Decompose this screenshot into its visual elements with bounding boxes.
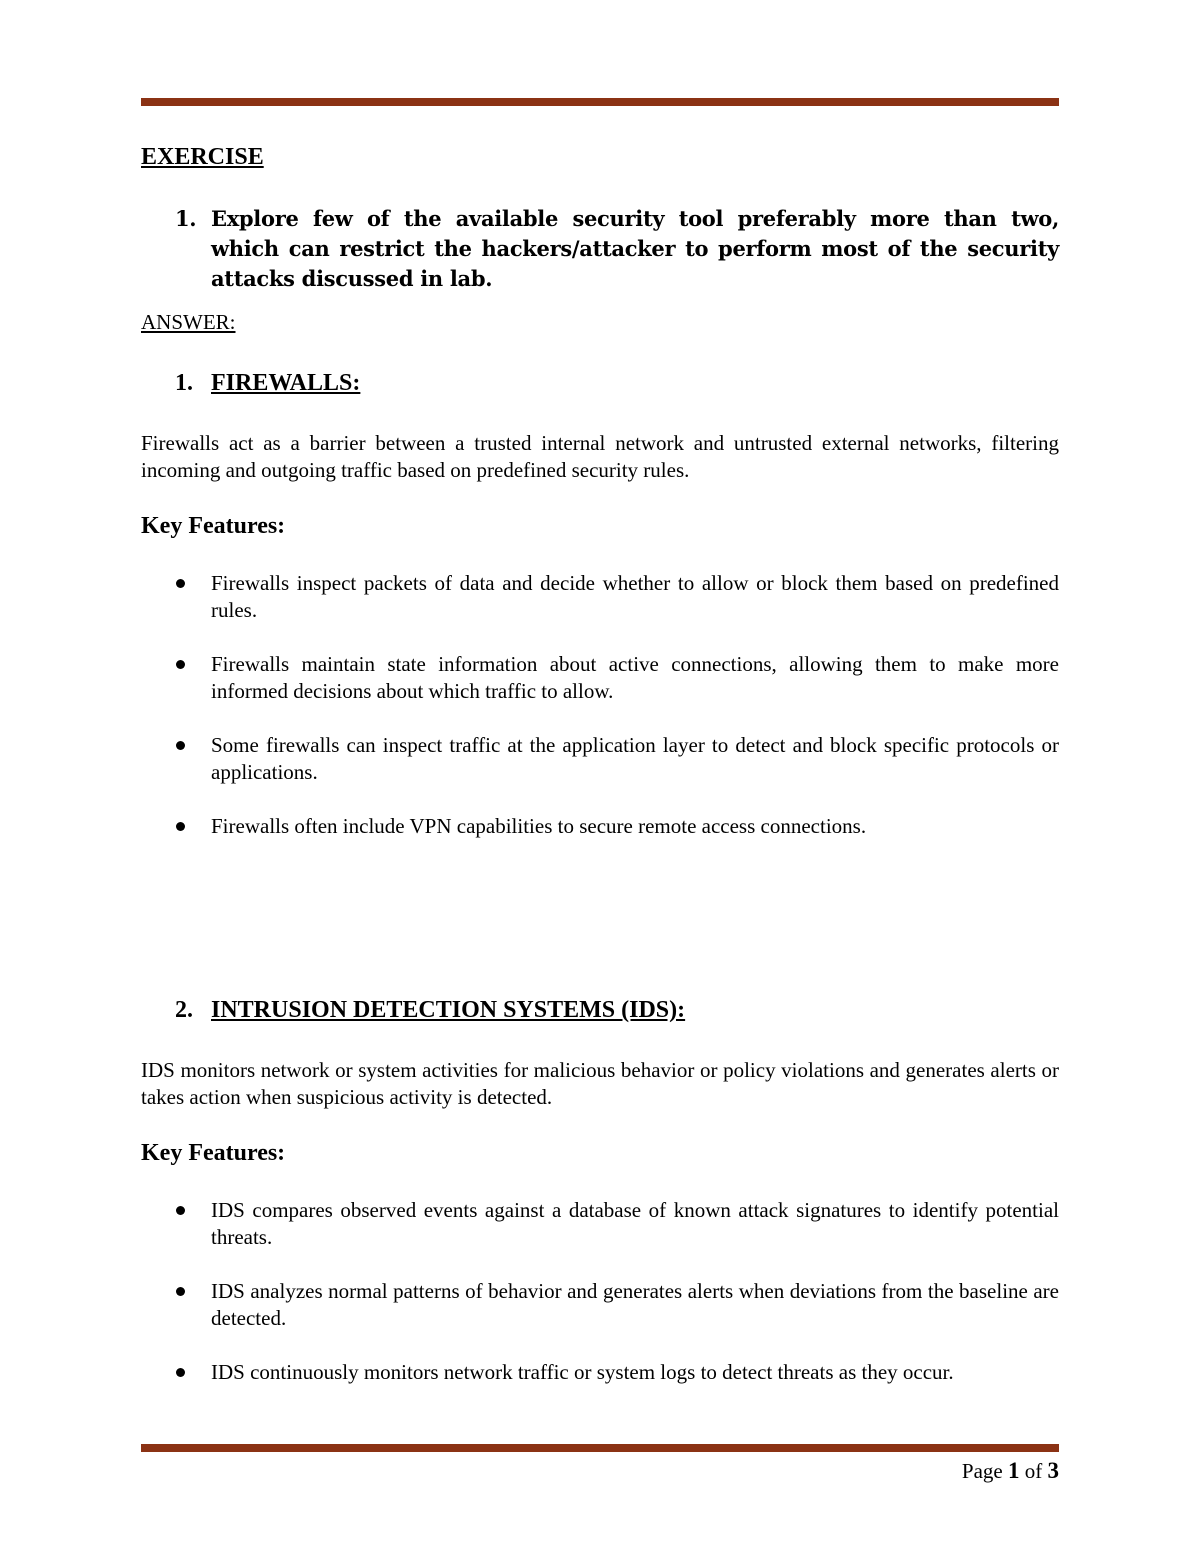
feature-text: Some firewalls can inspect traffic at the application layer to detect and block specific protocols or applications.: [211, 733, 1059, 784]
feature-text: IDS analyzes normal patterns of behavior and generates alerts when deviations from the baseline are detected.: [211, 1279, 1059, 1330]
list-item: [141, 570, 1059, 624]
header-rule: [141, 98, 1059, 106]
bullet-icon: [176, 822, 185, 831]
firewalls-description: Firewalls act as a barrier between a trusted internal network and untrusted external networks, filtering incoming and outgoing traffic based on predefined security rules.: [141, 431, 1059, 482]
bullet-icon: [176, 1287, 185, 1296]
list-item: [141, 1359, 1059, 1386]
list-item: [141, 1278, 1059, 1332]
ids-description: IDS monitors network or system activities for malicious behavior or policy violations and generates alerts or takes action when suspicious activity is detected.: [141, 1058, 1059, 1109]
feature-text: IDS compares observed events against a database of known attack signatures to identify potential threats.: [211, 1198, 1059, 1249]
bullet-icon: [176, 660, 185, 669]
feature-text: Firewalls inspect packets of data and decide whether to allow or block them based on predefined rules.: [211, 571, 1059, 622]
bullet-icon: [176, 1368, 185, 1377]
page-number: [962, 1458, 1059, 1484]
section-heading: FIREWALLS:: [211, 370, 361, 396]
question-text: Explore few of the available security tool preferably more than two, which can restrict the hackers/attacker to perform most of the security attacks discussed in lab.: [211, 206, 1059, 291]
exercise-heading: EXERCISE: [141, 144, 264, 170]
list-item: [141, 732, 1059, 786]
question-item: [141, 204, 1059, 294]
footer-rule: [141, 1444, 1059, 1452]
list-item: [141, 651, 1059, 705]
page-word: Page: [961, 1459, 1003, 1483]
section-heading: INTRUSION DETECTION SYSTEMS (IDS):: [211, 997, 686, 1023]
firewalls-key-features-heading: Key Features:: [141, 513, 286, 539]
feature-text: IDS continuously monitors network traffic or system logs to detect threats as they occur.: [211, 1360, 954, 1384]
page-total: 3: [1047, 1458, 1059, 1483]
list-item: [141, 813, 1059, 840]
firewalls-feature-list: [141, 570, 1059, 840]
feature-text: Firewalls maintain state information about active connections, allowing them to make more informed decisions about which traffic to allow.: [211, 652, 1059, 703]
feature-text: Firewalls often include VPN capabilities to secure remote access connections.: [211, 814, 867, 838]
ids-feature-list: [141, 1197, 1059, 1386]
question-number: 1.: [175, 206, 197, 231]
section-number: 1.: [175, 370, 193, 396]
bullet-icon: [176, 579, 185, 588]
section-number: 2.: [175, 997, 193, 1023]
of-word: of: [1024, 1459, 1043, 1483]
answer-label: ANSWER:: [141, 310, 236, 334]
ids-key-features-heading: Key Features:: [141, 1140, 286, 1166]
list-item: [141, 1197, 1059, 1251]
bullet-icon: [176, 741, 185, 750]
page-current: 1: [1008, 1458, 1020, 1483]
bullet-icon: [176, 1206, 185, 1215]
